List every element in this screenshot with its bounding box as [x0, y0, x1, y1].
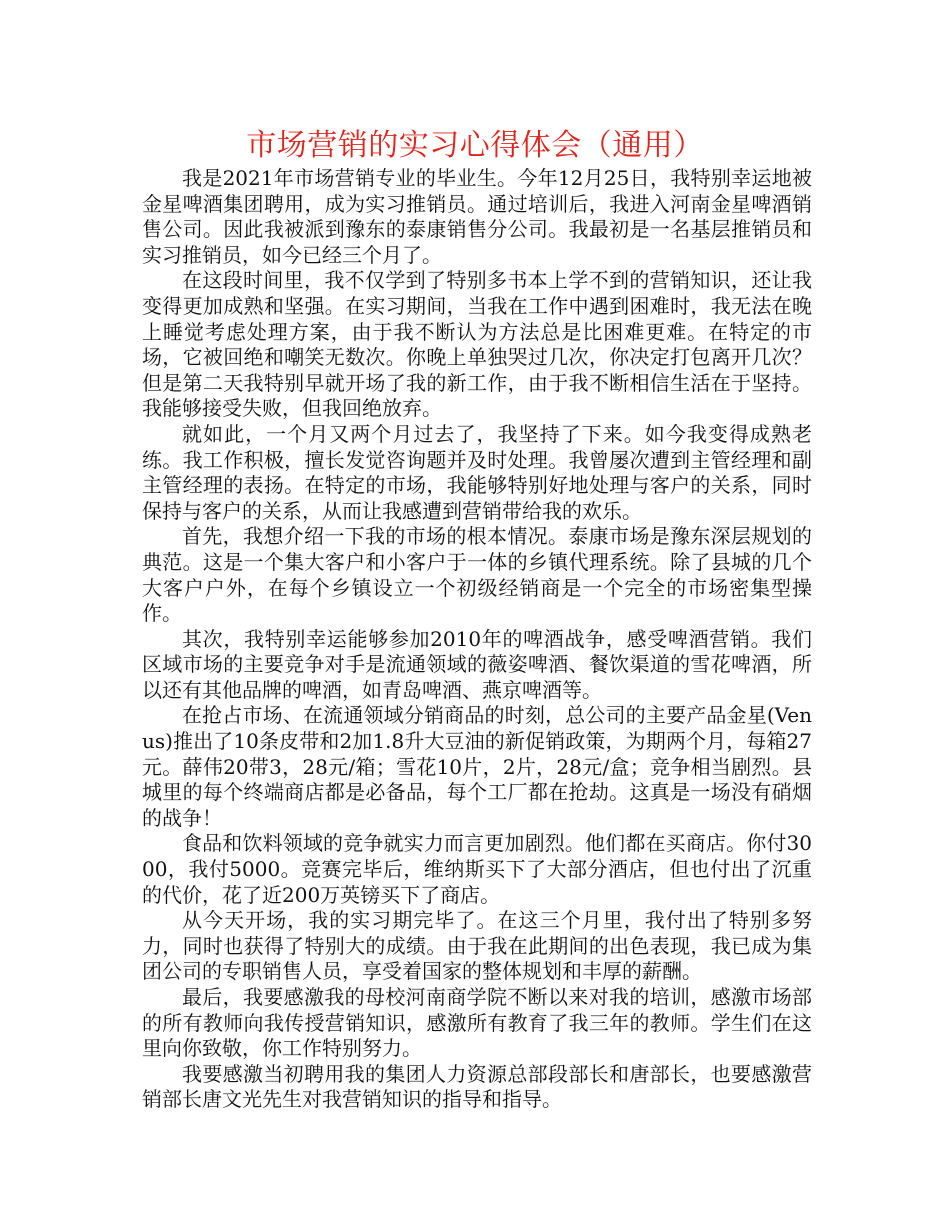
paragraph-3: 就如此，一个月又两个月过去了，我坚持了下来。如今我变得成熟老练。我工作积极，擅长发觉咨询题并及时处理。我曾屡次遭到主管经理和副主管经理的表扬。在特定的市场，我能够特别好地处理与客户的关系，同时保持与客户的关系，从而让我感遭到营销带给我的欢乐。 — [142, 421, 812, 523]
paragraph-7: 食品和饮料领域的竞争就实力而言更加剧烈。他们都在买商店。你付3000，我付5000。竞赛完毕后，维纳斯买下了大部分酒店，但也付出了沉重的代价，花了近200万英镑买下了商店。 — [142, 831, 812, 907]
paragraph-1: 我是2021年市场营销专业的毕业生。今年12月25日，我特别幸运地被金星啤酒集团聘用，成为实习推销员。通过培训后，我进入河南金星啤酒销售公司。因此我被派到豫东的泰康销售分公司。我最初是一名基层推销员和实习推销员，如今已经三个月了。 — [142, 166, 812, 267]
document-title: 市场营销的实习心得体会（通用） — [246, 128, 704, 163]
paragraph-6: 在抢占市场、在流通领域分销商品的时刻，总公司的主要产品金星(Venus)推出了10条皮带和2加1.8升大豆油的新促销政策，为期两个月，每箱27元。薛伟20带3，28元/箱；雪花10片，2片，28元/盒；竞争相当剧烈。县城里的每个终端商店都是必备品，每个工厂都在抢劫。这真是一场没有硝烟的战争！ — [142, 703, 812, 830]
document-body — [142, 166, 812, 1113]
paragraph-5: 其次，我特别幸运能够参加2010年的啤酒战争，感受啤酒营销。我们区域市场的主要竞争对手是流通领域的薇姿啤酒、餐饮渠道的雪花啤酒，所以还有其他品牌的啤酒，如青岛啤酒、燕京啤酒等。 — [142, 626, 812, 702]
paragraph-9: 最后，我要感激我的母校河南商学院不断以来对我的培训，感激市场部的所有教师向我传授营销知识，感激所有教育了我三年的教师。学生们在这里向你致敬，你工作特别努力。 — [142, 985, 812, 1061]
paragraph-4: 首先，我想介绍一下我的市场的根本情况。泰康市场是豫东深层规划的典范。这是一个集大客户和小客户于一体的乡镇代理系统。除了县城的几个大客户户外，在每个乡镇设立一个初级经销商是一个完全的市场密集型操作。 — [142, 524, 812, 626]
paragraph-8: 从今天开场，我的实习期完毕了。在这三个月里，我付出了特别多努力，同时也获得了特别大的成绩。由于我在此期间的出色表现，我已成为集团公司的专职销售人员，享受着国家的整体规划和丰厚的薪酬。 — [142, 908, 812, 984]
paragraph-10: 我要感激当初聘用我的集团人力资源总部段部长和唐部长，也要感激营销部长唐文光先生对我营销知识的指导和指导。 — [142, 1061, 812, 1112]
paragraph-2: 在这段时间里，我不仅学到了特别多书本上学不到的营销知识，还让我变得更加成熟和坚强。在实习期间，当我在工作中遇到困难时，我无法在晚上睡觉考虑处理方案，由于我不断认为方法总是比困难更难。在特定的市场，它被回绝和嘲笑无数次。你晚上单独哭过几次，你决定打包离开几次？但是第二天我特别早就开场了我的新工作，由于我不断相信生活在于坚持。我能够接受失败，但我回绝放弃。 — [142, 268, 812, 421]
